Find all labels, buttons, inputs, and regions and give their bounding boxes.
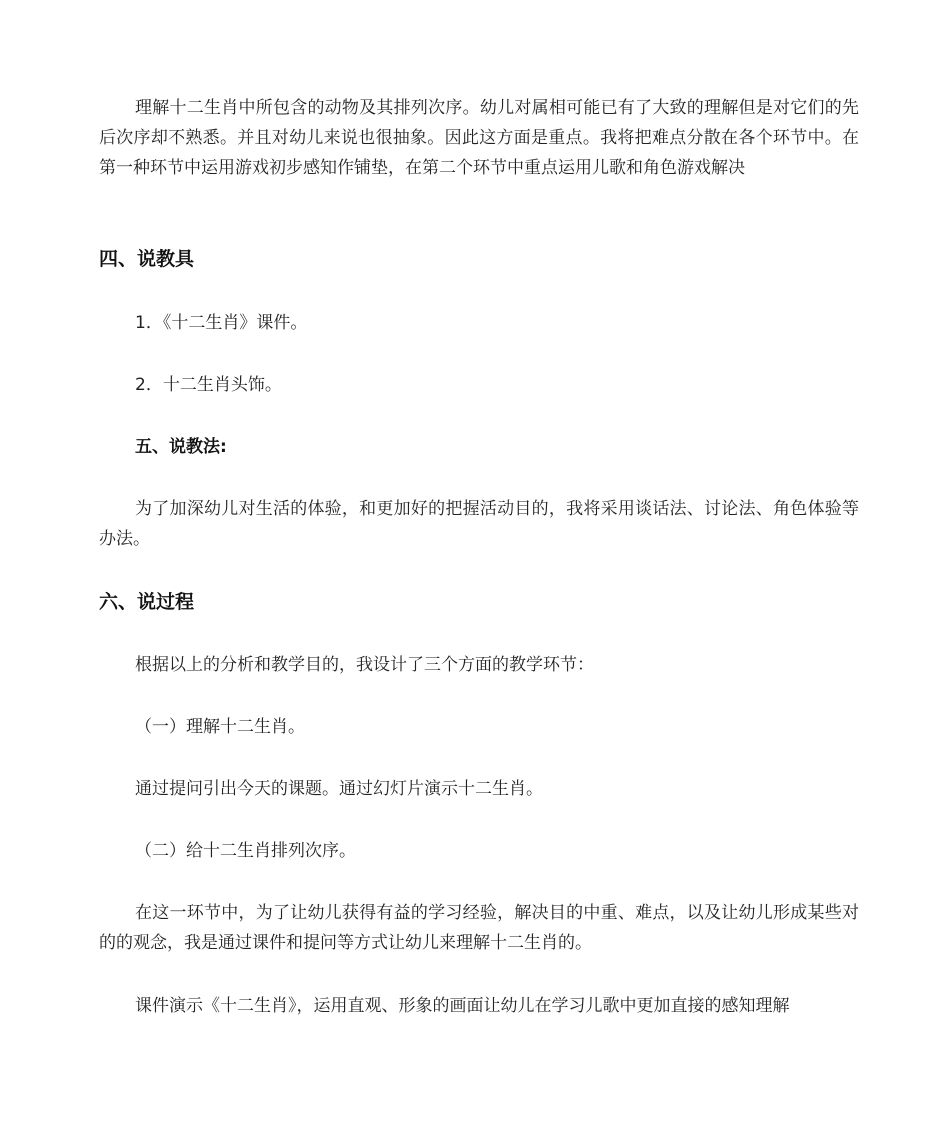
list-item-courseware: 1．《十二生肖》课件。 <box>135 313 308 333</box>
heading-teaching-methods: 五、说教法: <box>135 437 227 457</box>
paragraph-courseware-demo: 课件演示《十二生肖》，运用直观、形象的画面让幼儿在学习儿歌中更加直接的感知理解 <box>135 996 790 1016</box>
list-item-headwear: 2．十二生肖头饰。 <box>135 375 282 395</box>
heading-process: 六、说过程 <box>99 591 195 613</box>
paragraph-key-points: 理解十二生肖中所包含的动物及其排列次序。幼儿对属相可能已有了大致的理解但是对它们的先后次序却不熟悉。并且对幼儿来说也很抽象。因此这方面是重点。我将把难点分散在各个环节中。在第一种环节中运用游戏初步感知作铺垫，在第二个环节中重点运用儿歌和角色游戏解决 <box>99 98 859 178</box>
step-two-title: （二）给十二生肖排列次序。 <box>135 841 356 861</box>
step-one-title: （一）理解十二生肖。 <box>135 717 305 737</box>
paragraph-methods: 为了加深幼儿对生活的体验，和更加好的把握活动目的，我将采用谈话法、讨论法、角色体验等办法。 <box>99 499 859 549</box>
paragraph-step-two: 在这一环节中，为了让幼儿获得有益的学习经验，解决目的中重、难点，以及让幼儿形成某些对的的观念，我是通过课件和提问等方式让幼儿来理解十二生肖的。 <box>99 903 859 953</box>
paragraph-process-intro: 根据以上的分析和教学目的，我设计了三个方面的教学环节： <box>135 655 594 675</box>
paragraph-step-one: 通过提问引出今天的课题。通过幻灯片演示十二生肖。 <box>135 779 543 799</box>
heading-teaching-aids: 四、说教具 <box>99 248 195 270</box>
